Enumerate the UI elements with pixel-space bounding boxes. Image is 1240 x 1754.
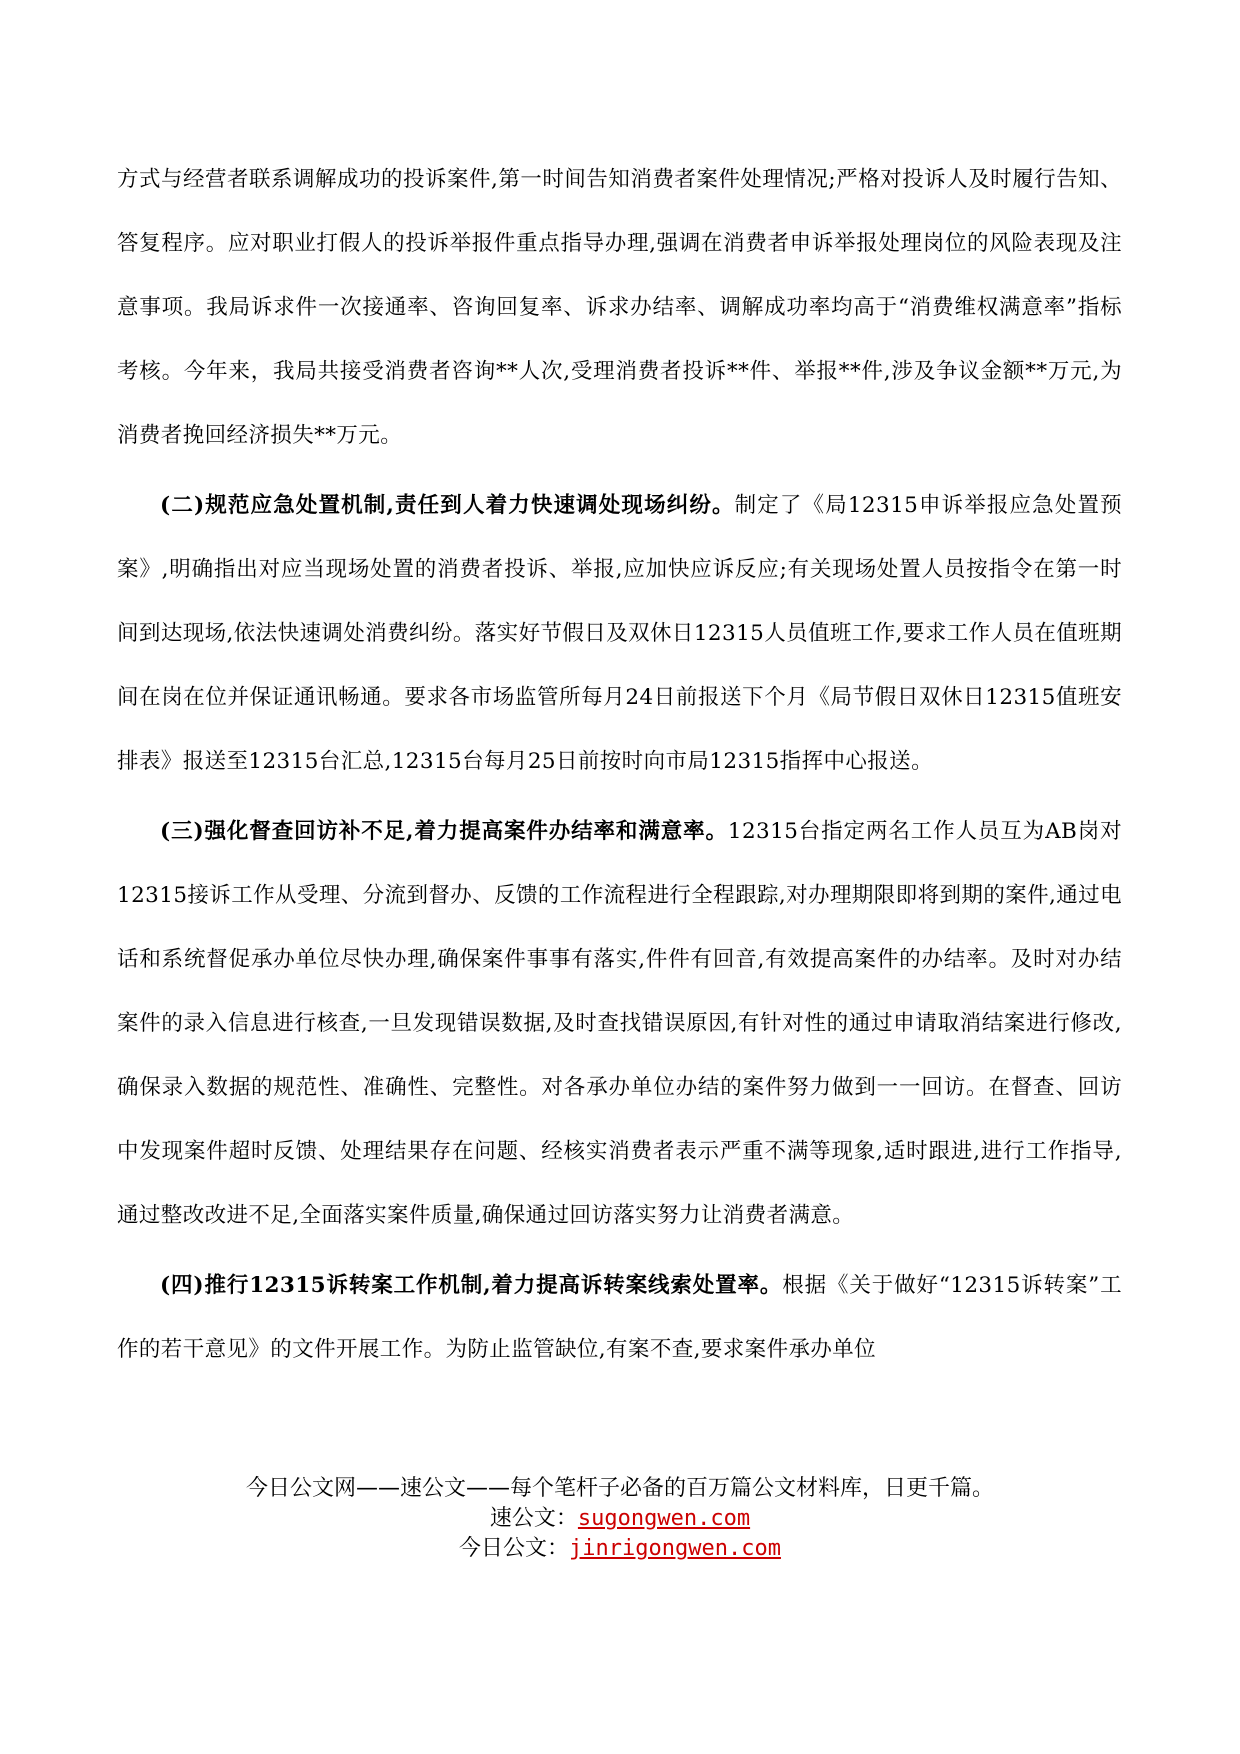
document-body [117,148,1122,1382]
section-heading-3: (三)强化督查回访补不足,着力提高案件办结率和满意率。 [160,819,728,844]
section-heading-2: (二)规范应急处置机制,责任到人着力快速调处现场纠纷。 [160,493,735,518]
paragraph-1 [117,148,1122,468]
paragraph-2 [117,474,1122,794]
link-sugongwen[interactable]: sugongwen.com [577,1506,751,1531]
footer-slogan: 今日公文网——速公文——每个笔杆子必备的百万篇公文材料库，日更千篇。 [245,1476,994,1501]
footer-line-sugongwen [0,1504,1240,1534]
section-heading-4: (四)推行12315诉转案工作机制,着力提高诉转案线索处置率。 [160,1273,783,1298]
paragraph-1-text: 方式与经营者联系调解成功的投诉案件,第一时间告知消费者案件处理情况;严格对投诉人及时履行告知、答复程序。应对职业打假人的投诉举报件重点指导办理,强调在消费者申诉举报处理岗位的风险表现及注意事项。我局诉求件一次接通率、咨询回复率、诉求办结率、调解成功率均高于“消费维权满意率”指标考核。今年来，我局共接受消费者咨询**人次,受理消费者投诉**件、举报**件,涉及争议金额**万元,为消费者挽回经济损失**万元。 [117,167,1122,448]
footer-label-jinrigongwen: 今日公文： [459,1536,570,1561]
paragraph-3-text: 12315台指定两名工作人员互为AB岗对12315接诉工作从受理、分流到督办、反馈的工作流程进行全程跟踪,对办理期限即将到期的案件,通过电话和系统督促承办单位尽快办理,确保案件事事有落实,件件有回音,有效提高案件的办结率。及时对办结案件的录入信息进行核查,一旦发现错误数据,及时查找错误原因,有针对性的通过申请取消结案进行修改,确保录入数据的规范性、准确性、完整性。对各承办单位办结的案件努力做到一一回访。在督查、回访中发现案件超时反馈、处理结果存在问题、经核实消费者表示严重不满等现象,适时跟进,进行工作指导,通过整改改进不足,全面落实案件质量,确保通过回访落实努力让消费者满意。 [117,819,1122,1228]
footer-line-jinrigongwen [0,1534,1240,1564]
paragraph-4-text: 根据《关于做好“12315诉转案”工作的若干意见》的文件开展工作。为防止监管缺位,有案不查,要求案件承办单位 [117,1273,1122,1362]
footer-label-sugongwen: 速公文： [489,1506,578,1531]
paragraph-2-text: 制定了《局12315申诉举报应急处置预案》,明确指出对应当现场处置的消费者投诉、举报,应加快应诉反应;有关现场处置人员按指令在第一时间到达现场,依法快速调处消费纠纷。落实好节假日及双休日12315人员值班工作,要求工作人员在值班期间在岗在位并保证通讯畅通。要求各市场监管所每月24日前报送下个月《局节假日双休日12315值班安排表》报送至12315台汇总,12315台每月25日前按时向市局12315指挥中心报送。 [117,493,1123,774]
link-jinrigongwen[interactable]: jinrigongwen.com [569,1536,781,1561]
page-footer [0,1474,1240,1564]
paragraph-4 [117,1254,1122,1382]
paragraph-3 [117,800,1122,1248]
